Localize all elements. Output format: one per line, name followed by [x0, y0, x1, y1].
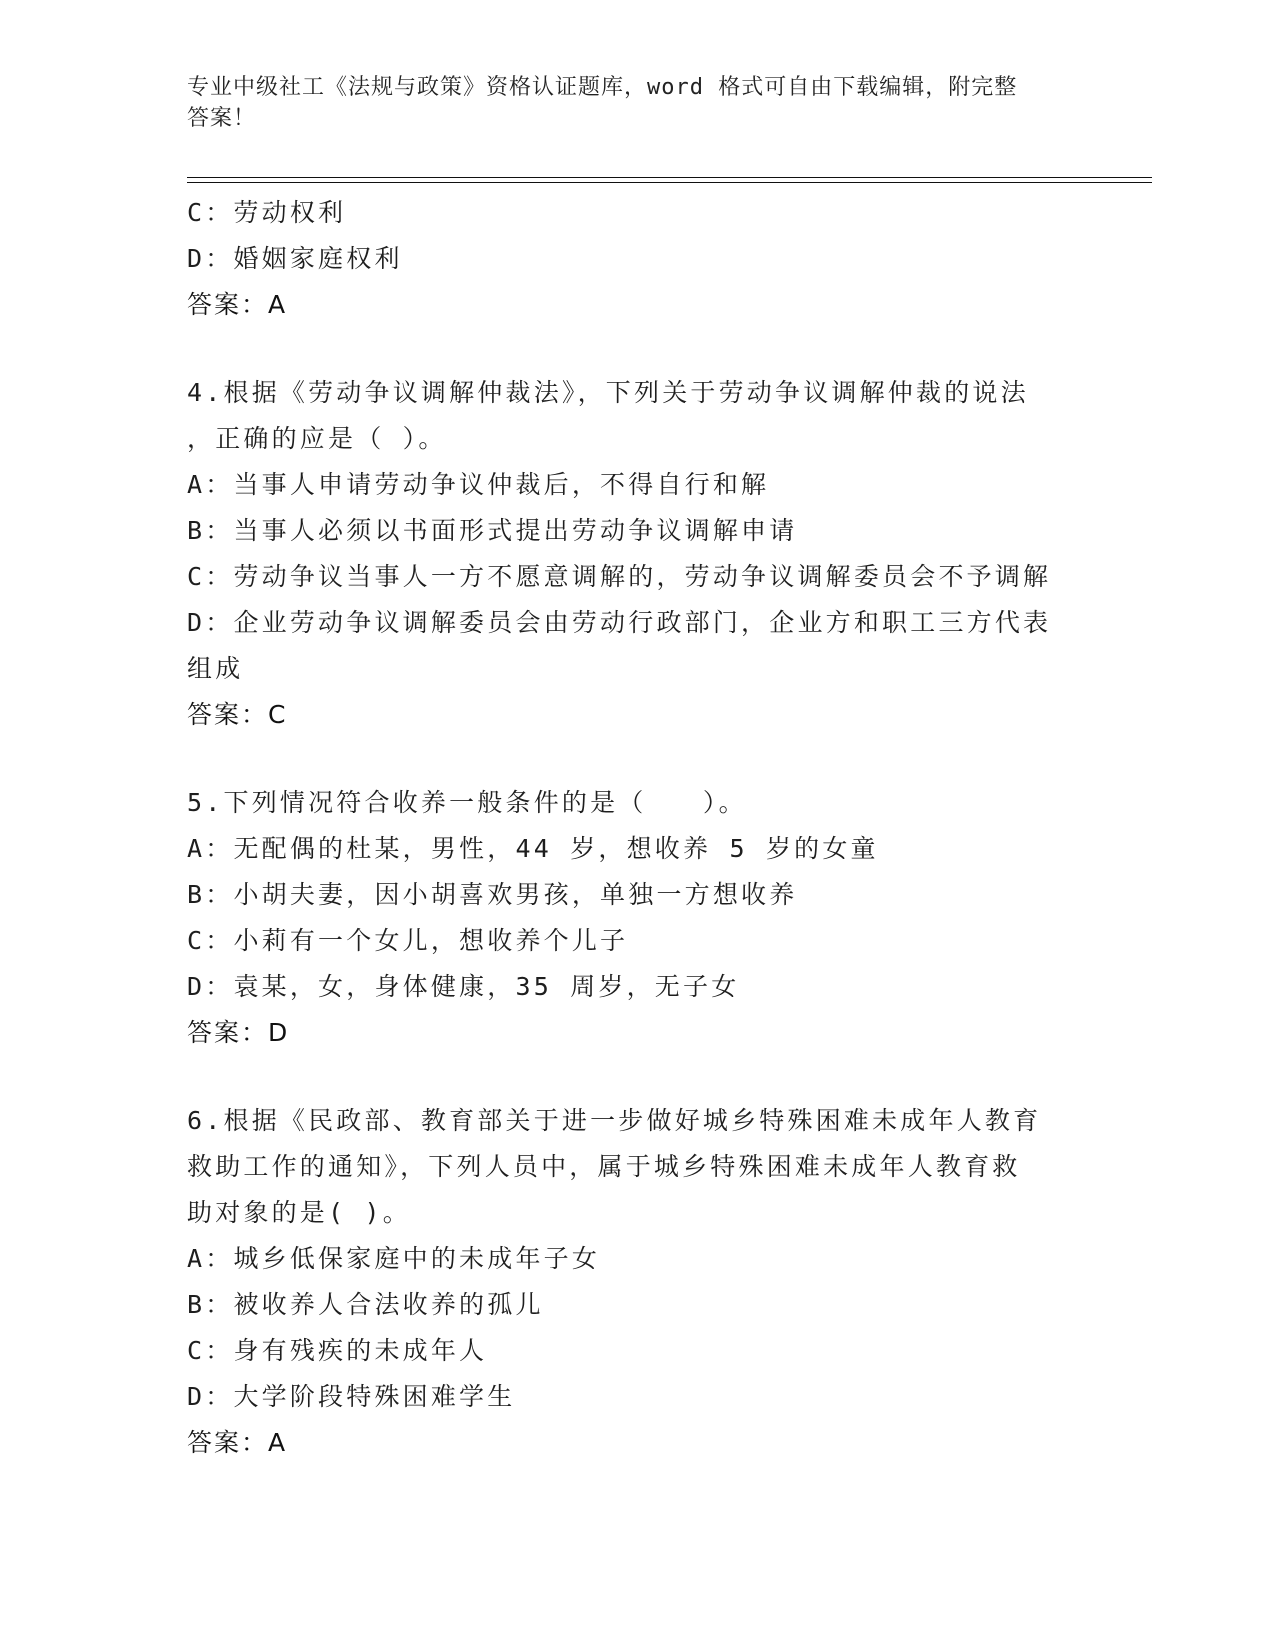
answer-value: D	[268, 1018, 289, 1047]
header-line-1: 专业中级社工《法规与政策》资格认证题库，word 格式可自由下载编辑，附完整	[187, 75, 1018, 100]
option-a: A：无配偶的杜某，男性，44 岁，想收养 5 岁的女童	[187, 834, 879, 863]
question-stem	[187, 370, 1087, 462]
question-stem	[187, 780, 1087, 826]
option-b: B：被收养人合法收养的孤儿	[187, 1290, 544, 1319]
option-c: C：身有残疾的未成年人	[187, 1336, 488, 1365]
option-a: A：城乡低保家庭中的未成年子女	[187, 1244, 601, 1273]
option-d: D：大学阶段特殊困难学生	[187, 1382, 516, 1411]
stem-line: 救助工作的通知》，下列人员中，属于城乡特殊困难未成年人教育救	[187, 1152, 1021, 1181]
answer-label: 答案：	[187, 290, 269, 319]
answer-label: 答案：	[187, 700, 269, 729]
document-header	[187, 72, 1077, 134]
answer-value: A	[268, 1428, 287, 1457]
option-d: D：袁某，女，身体健康，35 周岁，无子女	[187, 972, 740, 1001]
stem-line: ，正确的应是（ ）。	[187, 424, 447, 453]
option-d: D：婚姻家庭权利	[187, 244, 403, 273]
option-a: A：当事人申请劳动争议仲裁后，不得自行和解	[187, 470, 770, 499]
answer-line	[187, 1420, 1087, 1466]
option-c: C：劳动权利	[187, 198, 347, 227]
answer-line	[187, 692, 1087, 738]
answer-line	[187, 1010, 1087, 1056]
option-d: D：企业劳动争议调解委员会由劳动行政部门，企业方和职工三方代表	[187, 608, 1052, 637]
option-c: C：劳动争议当事人一方不愿意调解的，劳动争议调解委员会不予调解	[187, 562, 1052, 591]
question-4	[187, 370, 1087, 738]
answer-label: 答案：	[187, 1428, 269, 1457]
option-b: B：小胡夫妻，因小胡喜欢男孩，单独一方想收养	[187, 880, 798, 909]
question-stem	[187, 1098, 1087, 1236]
spacer	[187, 1056, 1087, 1098]
option-b: B：当事人必须以书面形式提出劳动争议调解申请	[187, 516, 798, 545]
option-c: C：小莉有一个女儿，想收养个儿子	[187, 926, 629, 955]
question-list	[187, 190, 1087, 1466]
question-3-tail	[187, 190, 1087, 328]
stem-line: 4.根据《劳动争议调解仲裁法》，下列关于劳动争议调解仲裁的说法	[187, 378, 1029, 407]
option-d-continued: 组成	[187, 654, 244, 683]
header-line-2: 答案！	[187, 106, 257, 131]
answer-value: A	[268, 290, 287, 319]
question-6	[187, 1098, 1087, 1466]
question-5	[187, 780, 1087, 1056]
header-divider-top	[187, 177, 1152, 178]
spacer	[187, 738, 1087, 780]
stem-line: 5.下列情况符合收养一般条件的是（ ）。	[187, 788, 747, 817]
spacer	[187, 328, 1087, 370]
answer-line	[187, 282, 1087, 328]
stem-line: 助对象的是( )。	[187, 1198, 411, 1227]
answer-label: 答案：	[187, 1018, 269, 1047]
answer-value: C	[268, 700, 287, 729]
stem-line: 6.根据《民政部、教育部关于进一步做好城乡特殊困难未成年人教育	[187, 1106, 1042, 1135]
header-divider-bottom	[187, 182, 1152, 183]
